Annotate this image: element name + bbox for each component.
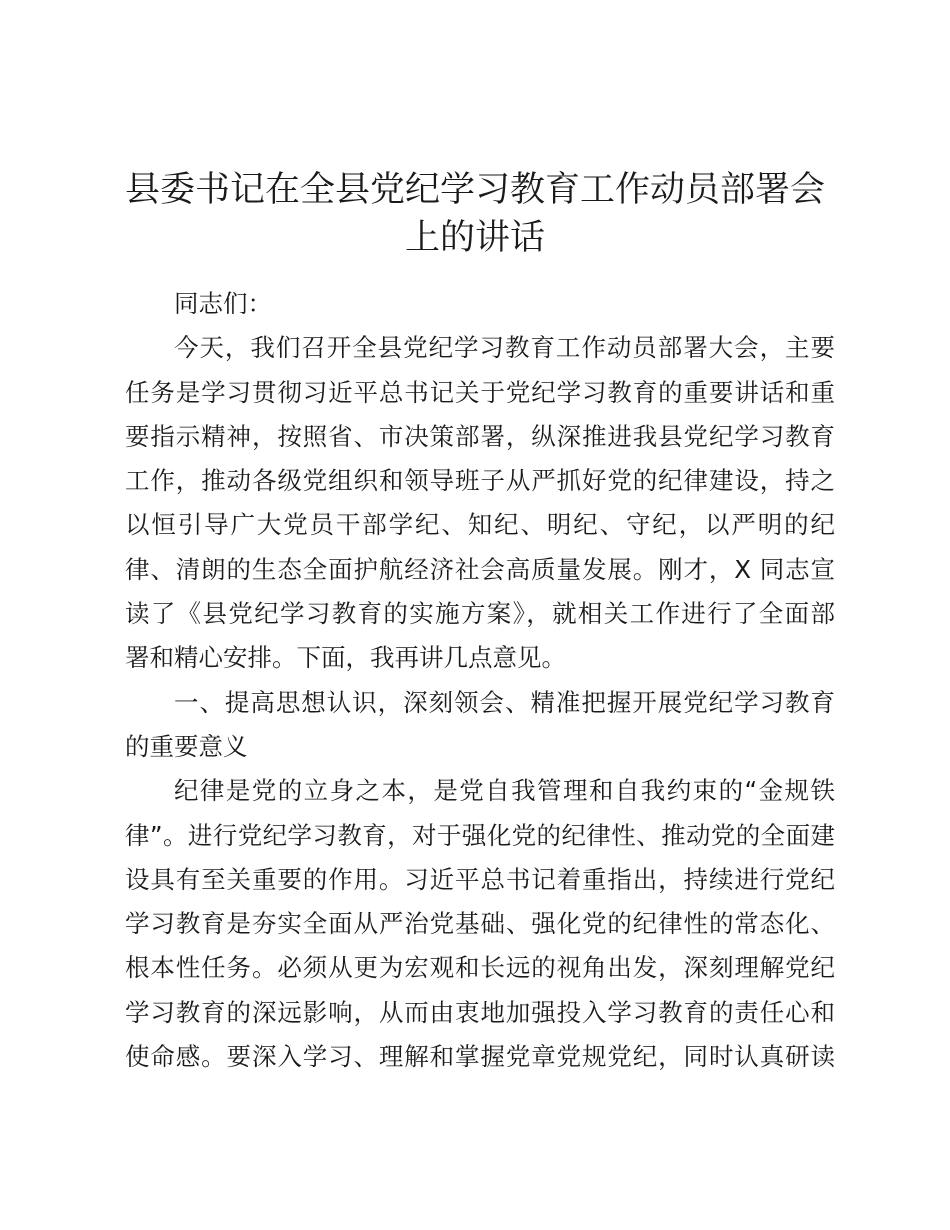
heading-line: 的重要意义 [125,731,248,761]
title-line-2: 上的讲话 [404,218,545,258]
heading-line: 一、提高思想认识，深刻领会、精准把握开展党纪学习教育 [174,687,835,717]
document-title [100,166,850,262]
paragraph-line: 使命感。要深入学习、理解和掌握党章党规党纪，同时认真研读 [125,1042,835,1072]
paragraph-line: 今天，我们召开全县党纪学习教育工作动员部署大会，主要 [174,333,835,363]
salutation: 同志们： [174,289,272,318]
paragraph-line: 署和精心安排。下面，我再讲几点意见。 [125,643,566,673]
document-body [125,282,835,1079]
paragraph-discipline [125,769,835,1079]
paragraph-line: 根本性任务。必须从更为宏观和长远的视角出发，深刻理解党纪 [125,953,835,983]
paragraph-line: 律、清朗的生态全面护航经济社会高质量发展。刚才，X 同志宣 [125,554,835,584]
title-line-1: 县委书记在全县党纪学习教育工作动员部署会 [124,170,825,210]
paragraph-line: 律”。进行党纪学习教育，对于强化党的纪律性、推动党的全面建 [125,820,835,850]
paragraph-opening [125,326,835,680]
paragraph-line: 以恒引导广大党员干部学纪、知纪、明纪、守纪，以严明的纪 [125,510,835,540]
paragraph-line: 纪律是党的立身之本，是党自我管理和自我约束的“金规铁 [174,776,835,806]
paragraph-line: 要指示精神，按照省、市决策部署，纵深推进我县党纪学习教育 [125,421,835,451]
paragraph-line: 读了《县党纪学习教育的实施方案》，就相关工作进行了全面部 [125,599,835,629]
paragraph-line: 学习教育的深远影响，从而由衷地加强投入学习教育的责任心和 [125,997,835,1027]
section-heading-1 [125,681,835,770]
paragraph-line: 工作，推动各级党组织和领导班子从严抓好党的纪律建设，持之 [125,466,835,496]
paragraph-line: 学习教育是夯实全面从严治党基础、强化党的纪律性的常态化、 [125,909,835,939]
paragraph-line: 任务是学习贯彻习近平总书记关于党纪学习教育的重要讲话和重 [125,377,835,407]
paragraph-line: 设具有至关重要的作用。习近平总书记着重指出，持续进行党纪 [125,864,835,894]
